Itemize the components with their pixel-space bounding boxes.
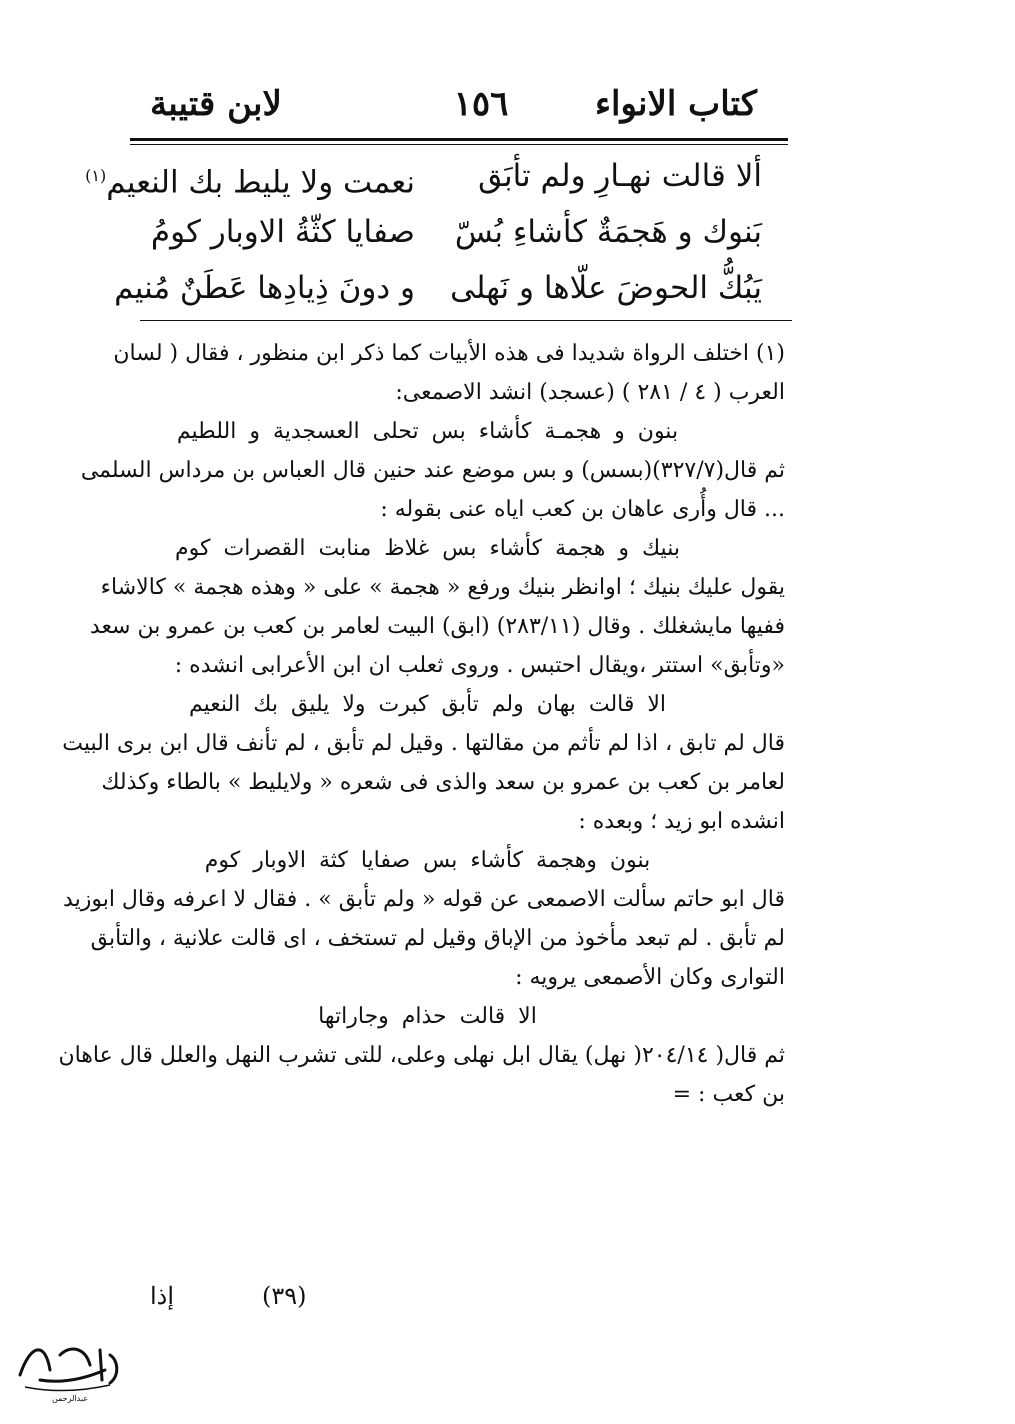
quoted-verse: بنون وهجمة كأشاء بس صفايا كثة الاوبار كوم [204, 848, 651, 873]
signature-number: (٣٩) [262, 1282, 307, 1310]
verse-2-first-hemistich: بَنوك و هَجمَةٌ كأشاءِ بُسّ [454, 214, 762, 250]
footnote-separator [140, 320, 792, 321]
note-line: قال لم تابق ، اذا لم تأثم من مقالتها . وقيل لم تأبق ، لم تأنف قال ابن برى البيت [62, 731, 785, 756]
quoted-verse: بنون و هجمـة كأشاء بس تحلى العسجدية و اللطيم [176, 419, 679, 444]
verse-3-second-hemistich: و دونَ ذِيادِها عَطَنٌ مُنيم [114, 270, 415, 306]
quoted-verse: الا قالت حذام وجاراتها [318, 1004, 537, 1029]
note-line: لعامر بن كعب بن عمرو بن سعد والذى فى شعره « ولايليط » بالطاء وكذلك [101, 770, 785, 795]
note-line: ففيها مايشغلك . وقال (٢٨٣/١١) (ابق) البيت لعامر بن كعب بن عمرو بن سعد [89, 614, 785, 639]
verse-2-second-hemistich: صفايا كثّةُ الاوبار كومُ [150, 214, 415, 250]
verse-1 [85, 150, 770, 206]
page-number: ١٥٦ [453, 84, 509, 124]
verse-3 [114, 262, 770, 318]
note-line: ثم قال( ٢٠٤/١٤( نهل) يقال ابل نهلى وعلى، للتى تشرب النهل والعلل قال عاهان [58, 1043, 785, 1068]
note-line: العرب ( ٤ / ٢٨١ ) (عسجد) انشد الاصمعى: [395, 380, 785, 405]
note-line: قال ابو حاتم سألت الاصمعى عن قوله « ولم تأبق » . فقال لا اعرفه وقال ابوزيد [63, 887, 785, 912]
note-line: ثم قال(٣٢٧/٧)(بسس) و بس موضع عند حنين قال العباس بن مرداس السلمى [80, 458, 785, 483]
stamp-subtext: عبدالرحمن [51, 1394, 89, 1403]
verse-3-first-hemistich: يَبُكُّ الحوضَ علّاها و نَهلى [450, 270, 762, 306]
author-name: لابن قتيبة [150, 84, 282, 124]
note-line: بن كعب : = [672, 1082, 785, 1107]
verse-1-second-text: نعمت ولا يليط بك النعيم [106, 164, 415, 201]
verse-1-second-hemistich [83, 150, 415, 208]
library-stamp-logo [10, 1325, 130, 1405]
note-line: ... قال وأُرى عاهان بن كعب اياه عنى بقوله : [380, 497, 785, 522]
header-rule-thin [130, 144, 788, 145]
footnote-body [58, 334, 785, 1114]
quoted-verse: بنيك و هجمة كأشاء بس غلاظ منابت القصرات كوم [175, 536, 680, 561]
catchword: إذا [150, 1282, 175, 1310]
quoted-verse: الا قالت بهان ولم تأبق كبرت ولا يليق بك النعيم [188, 692, 667, 717]
note-line: لم تأبق . لم تبعد مأخوذ من الإباق وقيل لم تستخف ، اى قالت علانية ، والتأبق [90, 926, 785, 951]
note-line: انشده ابو زيد ؛ وبعده : [578, 809, 785, 834]
header-rule-thick [130, 138, 788, 141]
note-line: التوارى وكان الأصمعى يرويه : [515, 965, 785, 990]
note-line: يقول عليك بنيك ؛ اوانظر بنيك ورفع « هجمة » على « وهذه هجمة » كالاشاء [100, 575, 785, 600]
note-line: (١) اختلف الرواة شديدا فى هذه الأبيات كما ذكر ابن منظور ، فقال ( لسان [113, 341, 785, 366]
book-title: كتاب الانواء [595, 84, 757, 124]
verse-1-first-hemistich: ألا قالت نهـارِ ولم تأبَق [478, 158, 762, 194]
footnote-marker: (١) [85, 166, 107, 185]
verse-2 [140, 206, 770, 262]
note-line: «وتأبق» استتر ،ويقال احتبس . وروى ثعلب ان ابن الأعرابى انشده : [174, 653, 785, 678]
